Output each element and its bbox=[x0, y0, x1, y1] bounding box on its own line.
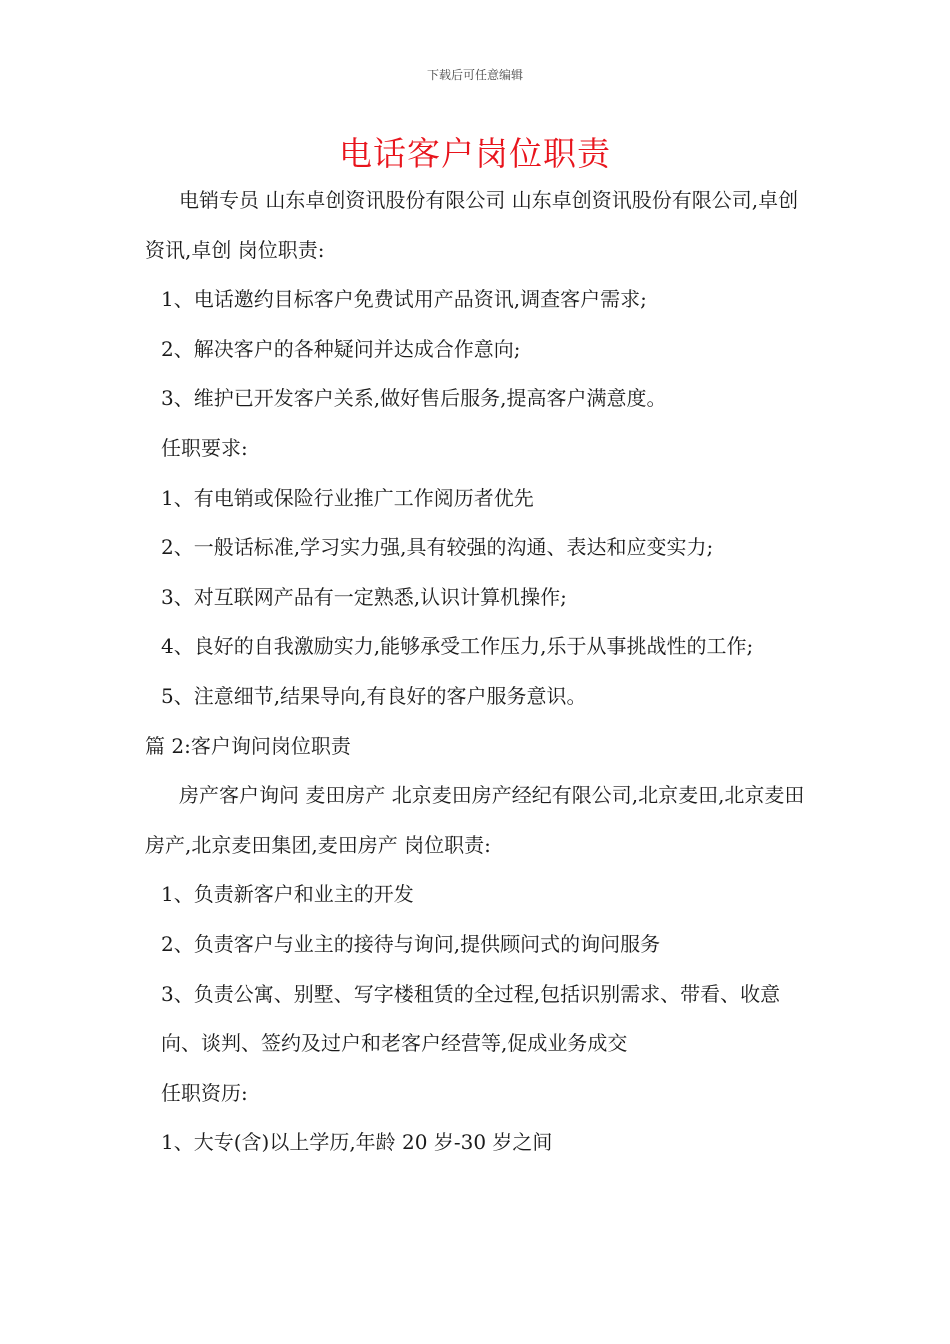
list-item: 3、维护已开发客户关系,做好售后服务,提高客户满意度。 bbox=[161, 386, 667, 411]
section-label: 任职资历: bbox=[161, 1080, 248, 1105]
list-item: 1、大专(含)以上学历,年龄 20 岁-30 岁之间 bbox=[161, 1130, 553, 1155]
list-item: 5、注意细节,结果导向,有良好的客户服务意识。 bbox=[161, 683, 587, 708]
paragraph: 房产客户询问 麦田房产 北京麦田房产经纪有限公司,北京麦田,北京麦田房产,北京麦田集团,麦田房产 岗位职责: bbox=[145, 783, 805, 857]
list-item: 3、对互联网产品有一定熟悉,认识计算机操作; bbox=[161, 584, 567, 609]
section-heading: 篇 2:客户询问岗位职责 bbox=[145, 733, 351, 758]
list-item: 4、良好的自我激励实力,能够承受工作压力,乐于从事挑战性的工作; bbox=[161, 634, 754, 659]
list-item: 2、负责客户与业主的接待与询问,提供顾问式的询问服务 bbox=[161, 931, 661, 956]
list-item: 1、电话邀约目标客户免费试用产品资讯,调查客户需求; bbox=[161, 287, 647, 312]
document-body bbox=[145, 176, 813, 1168]
section-label: 任职要求: bbox=[161, 435, 248, 460]
header-note: 下载后可任意编辑 bbox=[426, 68, 523, 82]
list-item: 2、解决客户的各种疑问并达成合作意向; bbox=[161, 336, 521, 361]
list-item: 3、负责公寓、别墅、写字楼租赁的全过程,包括识别需求、带看、收意向、谈判、签约及过户和老客户经营等,促成业务成交 bbox=[161, 981, 781, 1056]
list-item: 1、有电销或保险行业推广工作阅历者优先 bbox=[161, 485, 534, 510]
paragraph: 电销专员 山东卓创资讯股份有限公司 山东卓创资讯股份有限公司,卓创资讯,卓创 岗位职责: bbox=[145, 188, 799, 262]
document-title: 电话客户岗位职责 bbox=[339, 134, 611, 173]
list-item: 1、负责新客户和业主的开发 bbox=[161, 882, 414, 907]
list-item: 2、一般话标准,学习实力强,具有较强的沟通、表达和应变实力; bbox=[161, 535, 714, 560]
